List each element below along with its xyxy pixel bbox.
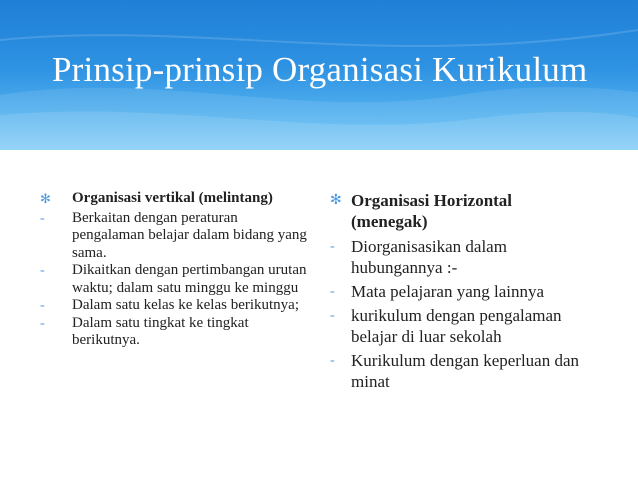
right-item-text: Kurikulum dengan keperluan dan minat [351, 351, 580, 391]
left-item-text: Dalam satu tingkat ke tingkat berikutnya. [72, 314, 249, 348]
right-column [330, 190, 590, 395]
left-column [40, 190, 310, 350]
right-heading: Organisasi Horizontal (menegak) [351, 191, 513, 231]
left-heading: Organisasi vertikal (melintang) [72, 190, 273, 206]
title-banner [0, 0, 638, 150]
left-item-text: Dalam satu kelas ke kelas berikutnya; [72, 297, 300, 313]
asterisk-bullet-icon: ✻ [40, 191, 51, 206]
dash-bullet-icon: - [330, 308, 335, 323]
dash-bullet-icon: - [40, 315, 45, 331]
left-list-item [40, 262, 310, 297]
right-item-text: Mata pelajaran yang lainnya [351, 282, 545, 301]
left-item-text: Dikaitkan dengan pertimbangan urutan waktu; dalam satu minggu ke minggu [72, 262, 307, 296]
dash-bullet-icon: - [40, 263, 45, 278]
right-list-item [330, 305, 590, 347]
dash-bullet-icon: - [330, 284, 335, 299]
slide-title: Prinsip-prinsip Organisasi Kurikulum [52, 50, 588, 89]
right-heading-item [330, 190, 590, 232]
dash-bullet-icon: - [40, 298, 45, 313]
left-heading-item [40, 190, 310, 208]
asterisk-bullet-icon: ✻ [330, 193, 342, 208]
left-list-item [40, 210, 310, 263]
left-item-text: Berkaitan dengan peraturan pengalaman belajar dalam bidang yang sama. [72, 209, 307, 261]
right-list-item [330, 281, 590, 302]
right-list-item [330, 350, 590, 392]
right-list-item [330, 236, 590, 278]
dash-bullet-icon: - [330, 239, 335, 254]
right-item-text: kurikulum dengan pengalaman belajar di luar sekolah [351, 306, 562, 346]
dash-bullet-icon: - [330, 353, 335, 368]
dash-bullet-icon: - [40, 210, 45, 226]
left-list-item [40, 315, 310, 350]
left-list-item [40, 297, 310, 315]
right-item-text: Diorganisasikan dalam hubungannya :- [351, 237, 507, 277]
